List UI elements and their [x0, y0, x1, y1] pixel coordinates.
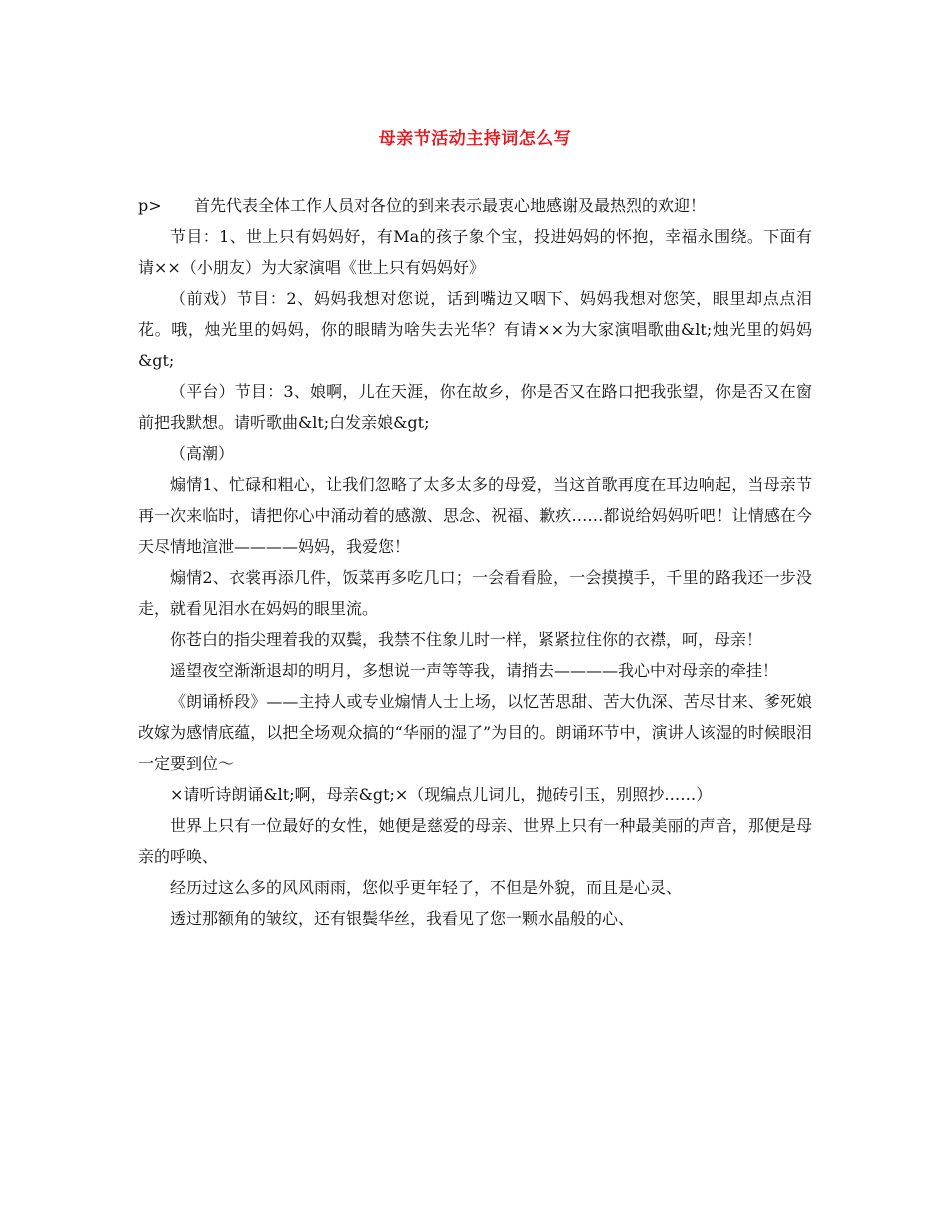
paragraph: （高潮）	[170, 444, 235, 463]
document-title: 母亲节活动主持词怎么写	[378, 129, 572, 149]
paragraph: 世界上只有一位最好的女性，她便是慈爱的母亲、世界上只有一种最美丽的声音，那便是母亲的呼唤、	[138, 816, 812, 866]
paragraph: 你苍白的指尖理着我的双鬓，我禁不住象儿时一样，紧紧拉住你的衣襟，呵，母亲！	[170, 630, 763, 649]
paragraph: 透过那额角的皱纹，还有银鬓华丝，我看见了您一颗水晶般的心、	[170, 909, 635, 928]
paragraph: 煽情2、衣裳再添几件，饭菜再多吃几口；一会看看脸，一会摸摸手，千里的路我还一步没走，就看见泪水在妈妈的眼里流。	[138, 568, 812, 618]
paragraph: ×请听诗朗诵&lt;啊，母亲&gt;×（现编点儿词儿，抛砖引玉，别照抄……）	[170, 785, 713, 804]
paragraph: 节目：1、世上只有妈妈好，有Ma的孩子象个宝，投进妈妈的怀抱，幸福永围绕。下面有请××（小朋友）为大家演唱《世上只有妈妈好》	[138, 227, 812, 277]
paragraph: （平台）节目：3、娘啊，儿在天涯，你在故乡，你是否又在路口把我张望，你是否又在窗前把我默想。请听歌曲&lt;白发亲娘&gt;	[138, 382, 812, 432]
paragraph: 遥望夜空渐渐退却的明月，多想说一声等等我，请捎去————我心中对母亲的牵挂！	[170, 661, 779, 680]
paragraph-text: 首先代表全体工作人员对各位的到来表示最衷心地感谢及最热烈的欢迎！	[194, 196, 707, 215]
lead-marker: p>	[138, 196, 162, 215]
paragraph: （前戏）节目：2、妈妈我想对您说，话到嘴边又咽下、妈妈我想对您笑，眼里却点点泪花。哦，烛光里的妈妈，你的眼睛为啥失去光华？有请××为大家演唱歌曲&lt;烛光里的妈妈&gt;	[138, 289, 812, 370]
paragraph: 煽情1、忙碌和粗心，让我们忽略了太多太多的母爱，当这首歌再度在耳边响起，当母亲节再一次来临时，请把你心中涌动着的感激、思念、祝福、歉疚……都说给妈妈听吧！让情感在今天尽情地渲泄————妈妈，我爱您！	[138, 475, 812, 556]
paragraph: 《朗诵桥段》——主持人或专业煽情人士上场，以忆苦思甜、苦大仇深、苦尽甘来、爹死娘改嫁为感情底蕴，以把全场观众搞的“华丽的湿了”为目的。朗诵环节中，演讲人该湿的时候眼泪一定要到位～	[138, 692, 812, 773]
document-body	[138, 190, 812, 934]
paragraph: 经历过这么多的风风雨雨，您似乎更年轻了，不但是外貌，而且是心灵、	[170, 878, 683, 897]
paragraph	[138, 190, 812, 221]
